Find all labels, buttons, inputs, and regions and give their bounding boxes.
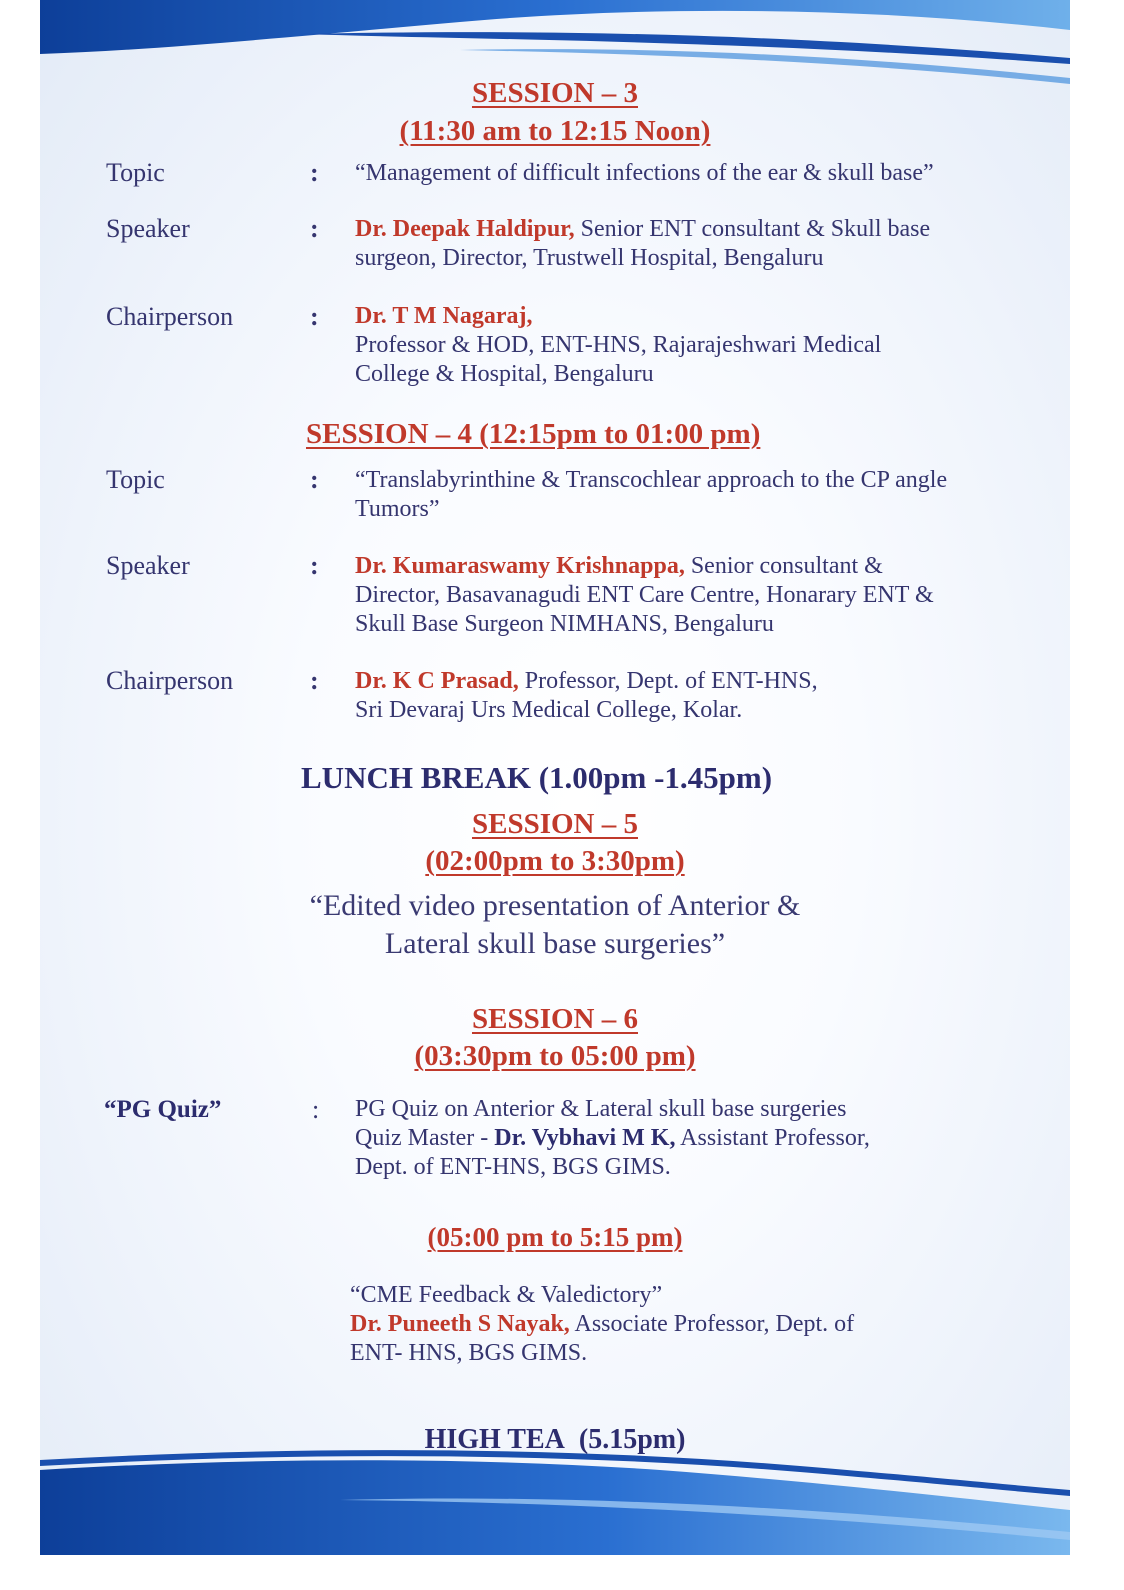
quiz-master-desc: Assistant Professor, [675, 1125, 870, 1151]
valedictory-desc-1: Associate Professor, Dept. of [569, 1311, 855, 1337]
session4-chair [355, 667, 1055, 725]
valedictory-details [350, 1281, 1050, 1368]
session3-chair-desc-1: Professor & HOD, ENT-HNS, Rajarajeshwari Medical [355, 332, 882, 358]
session4-topic [355, 466, 1055, 524]
session4-topic-line-1: “Translabyrinthine & Transcochlear approach to the CP angle [355, 467, 948, 493]
session4-title: SESSION – 4 (12:15pm to 01:00 pm) [306, 418, 761, 450]
session4-speaker-desc-3: Skull Base Surgeon NIMHANS, Bengaluru [355, 611, 774, 637]
colon: : [310, 666, 319, 695]
session5-desc-line-1: “Edited video presentation of Anterior & [309, 889, 801, 922]
colon: : [310, 302, 319, 331]
pg-quiz-label: “PG Quiz” [104, 1096, 222, 1123]
session4-topic-line-2: Tumors” [355, 496, 440, 522]
session3-chair-desc-2: College & Hospital, Bengaluru [355, 361, 654, 387]
session6-title: SESSION – 6 [471, 1003, 638, 1035]
session6-time: (03:30pm to 05:00 pm) [414, 1040, 696, 1072]
session3-speaker-desc-2: surgeon, Director, Trustwell Hospital, Bengaluru [355, 245, 824, 271]
session5-time: (02:00pm to 3:30pm) [425, 845, 685, 877]
colon: : [310, 551, 319, 580]
session3-chair-label: Chairperson [106, 302, 234, 331]
session4-speaker [355, 552, 1055, 639]
session3-speaker-label: Speaker [106, 214, 190, 243]
agenda-page [40, 0, 1070, 1555]
session3-speaker [355, 215, 1055, 273]
colon: : [310, 158, 319, 187]
high-tea-time: (5.15pm) [578, 1424, 686, 1455]
valedictory-desc-2: ENT- HNS, BGS GIMS. [350, 1340, 588, 1366]
valedictory-time: (05:00 pm to 5:15 pm) [427, 1222, 683, 1252]
session3-speaker-desc-1: Senior ENT consultant & Skull base [574, 216, 931, 242]
session4-speaker-label: Speaker [106, 551, 190, 580]
colon: : [310, 214, 319, 243]
session3-time: (11:30 am to 12:15 Noon) [399, 115, 711, 147]
lunch-break: LUNCH BREAK (1.00pm -1.45pm) [301, 760, 773, 795]
session4-chair-desc-1: Professor, Dept. of ENT-HNS, [518, 668, 818, 694]
high-tea [40, 1422, 1070, 1458]
session3-topic-label: Topic [106, 158, 165, 187]
pg-quiz-line-1: PG Quiz on Anterior & Lateral skull base surgeries [355, 1096, 847, 1122]
session4-speaker-desc-1: Senior consultant & [684, 553, 883, 579]
session3-chair [355, 302, 1055, 389]
session4-topic-label: Topic [106, 465, 165, 494]
session4-chair-desc-2: Sri Devaraj Urs Medical College, Kolar. [355, 697, 743, 723]
colon: : [310, 465, 319, 494]
valedictory-title: “CME Feedback & Valedictory” [350, 1282, 663, 1308]
pg-quiz-details [355, 1095, 1055, 1182]
valedictory-name: Dr. Puneeth S Nayak, [350, 1311, 570, 1337]
quiz-master-name: Dr. Vybhavi M K, [494, 1125, 676, 1151]
session3-title: SESSION – 3 [471, 77, 638, 109]
quiz-master-prefix: Quiz Master - [355, 1125, 495, 1151]
pg-quiz-line-3: Dept. of ENT-HNS, BGS GIMS. [355, 1154, 671, 1180]
session3-speaker-name: Dr. Deepak Haldipur, [355, 216, 575, 242]
session3-topic: “Management of difficult infections of the ear & skull base” [355, 160, 934, 186]
session4-chair-label: Chairperson [106, 666, 234, 695]
session4-speaker-name: Dr. Kumaraswamy Krishnappa, [355, 553, 685, 579]
session4-chair-name: Dr. K C Prasad, [355, 668, 519, 694]
colon: : [312, 1095, 320, 1124]
session5-title: SESSION – 5 [471, 808, 638, 840]
session5-desc-line-2: Lateral skull base surgeries” [384, 927, 726, 960]
session4-speaker-desc-2: Director, Basavanagudi ENT Care Centre, Honarary ENT & [355, 582, 934, 608]
session3-chair-name: Dr. T M Nagaraj, [355, 303, 533, 329]
high-tea-label: HIGH TEA [424, 1424, 565, 1455]
